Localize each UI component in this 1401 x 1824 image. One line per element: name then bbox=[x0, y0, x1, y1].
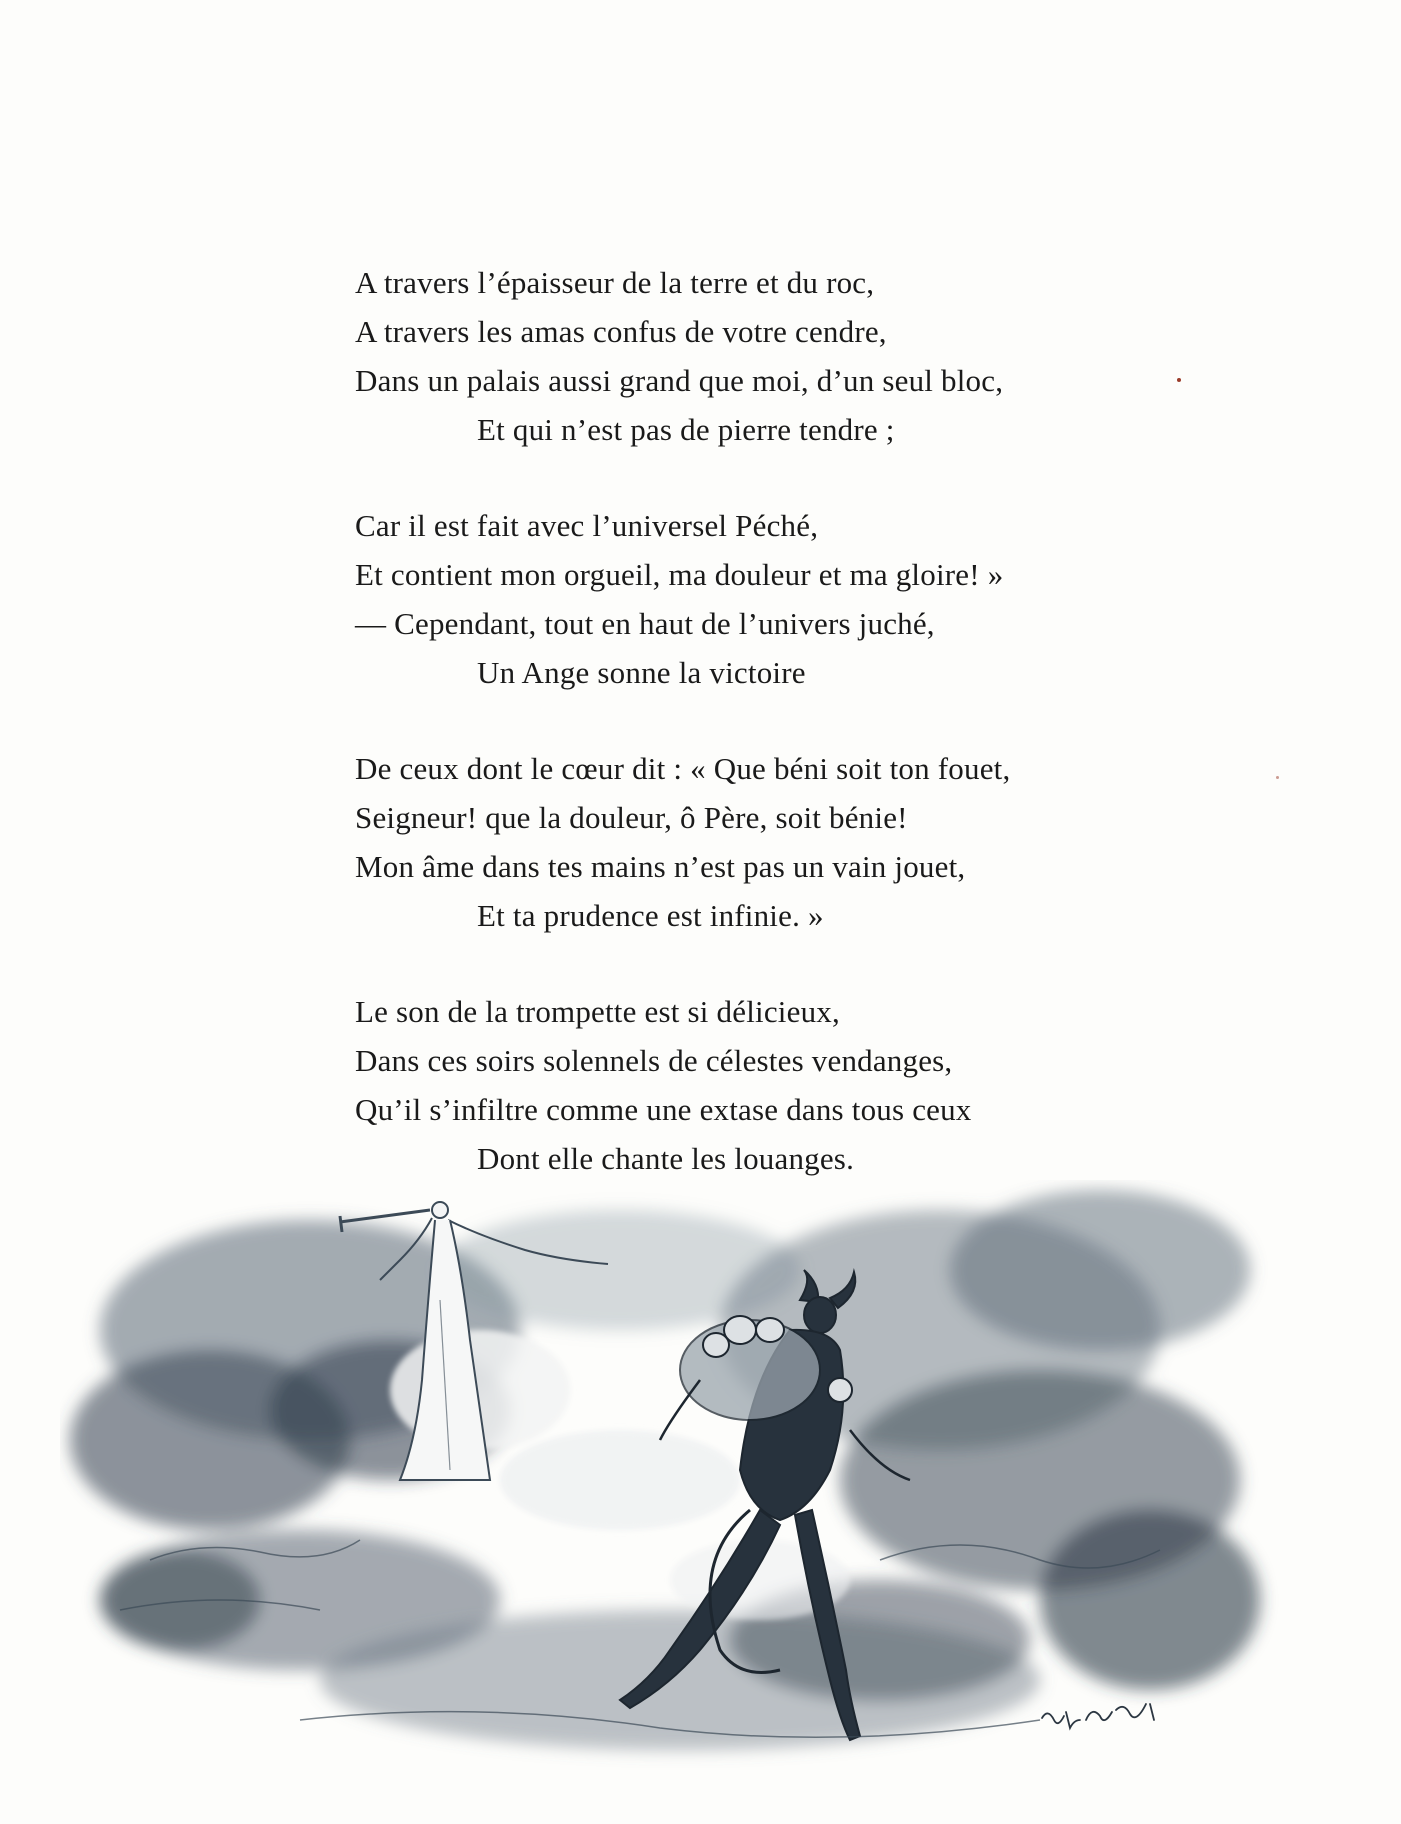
verse-line: Qu’il s’infiltre comme une extase dans tous ceux bbox=[355, 1092, 972, 1127]
verse-line: Et contient mon orgueil, ma douleur et ma gloire! » bbox=[355, 557, 1004, 592]
verse-line: De ceux dont le cœur dit : « Que béni soit ton fouet, bbox=[355, 751, 1011, 786]
verse-line: A travers l’épaisseur de la terre et du roc, bbox=[355, 265, 875, 300]
verse-line: Mon âme dans tes mains n’est pas un vain jouet, bbox=[355, 849, 966, 884]
stanza bbox=[355, 744, 1175, 940]
verse-line: A travers les amas confus de votre cendre, bbox=[355, 314, 887, 349]
verse-line: Car il est fait avec l’universel Péché, bbox=[355, 508, 819, 543]
poem bbox=[355, 258, 1175, 1230]
ink-speck bbox=[1276, 776, 1279, 779]
verse-line-indented: Dont elle chante les louanges. bbox=[477, 1141, 855, 1176]
artist-signature bbox=[1042, 1704, 1154, 1728]
stanza bbox=[355, 501, 1175, 697]
illustration bbox=[60, 1180, 1300, 1800]
ink-speck bbox=[1177, 378, 1181, 382]
verse-line: Le son de la trompette est si délicieux, bbox=[355, 994, 840, 1029]
verse-line-indented: Un Ange sonne la victoire bbox=[477, 655, 806, 690]
verse-line: Dans un palais aussi grand que moi, d’un seul bloc, bbox=[355, 363, 1004, 398]
verse-line-indented: Et qui n’est pas de pierre tendre ; bbox=[477, 412, 895, 447]
verse-line-indented: Et ta prudence est infinie. » bbox=[477, 898, 824, 933]
verse-line: — Cependant, tout en haut de l’univers juché, bbox=[355, 606, 935, 641]
verse-line: Dans ces soirs solennels de célestes vendanges, bbox=[355, 1043, 953, 1078]
stanza bbox=[355, 258, 1175, 454]
stanza bbox=[355, 987, 1175, 1183]
verse-line: Seigneur! que la douleur, ô Père, soit bénie! bbox=[355, 800, 908, 835]
